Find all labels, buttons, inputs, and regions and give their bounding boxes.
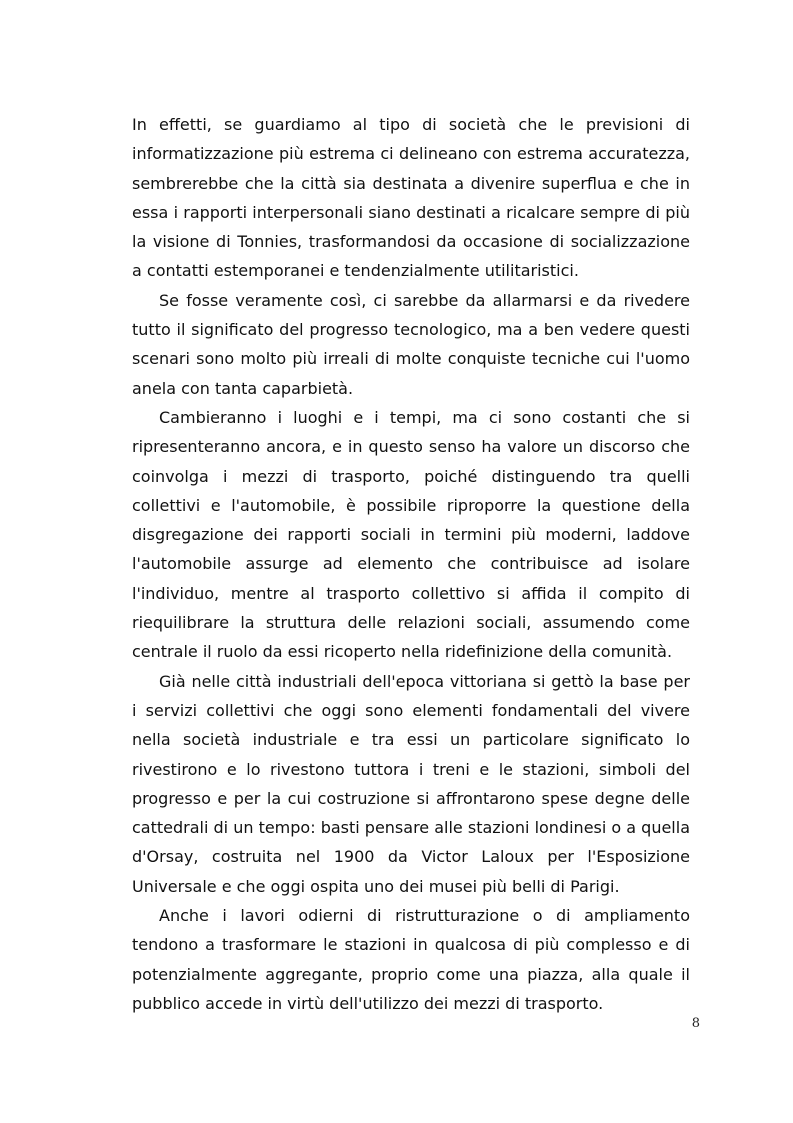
paragraph: Se fosse veramente così, ci sarebbe da allarmarsi e da rivedere tutto il significato del progresso tecnologico, ma a ben vedere questi scenari sono molto più irreali di molte conquiste tecniche cui l'uomo anela con tanta caparbietà. [132,290,690,398]
paragraph: In effetti, se guardiamo al tipo di società che le previsioni di informatizzazione più estrema ci delineano con estrema accuratezza, sembrerebbe che la città sia destinata a divenire superflua e che in essa i rapporti interpersonali siano destinati a ricalcare sempre di più la visione di Tonnies, trasformandosi da occasione di socializzazione a contatti estemporanei e tendenzialmente utilitaristici. [132,115,690,281]
paragraph: Anche i lavori odierni di ristrutturazione o di ampliamento tendono a trasformare le stazioni in qualcosa di più complesso e di potenzialmente aggregante, proprio come una piazza, alla quale il pubblico accede in virtù dell'utilizzo dei mezzi di trasporto. [132,906,690,1013]
paragraph: Già nelle città industriali dell'epoca vittoriana si gettò la base per i servizi collettivi che oggi sono elementi fondamentali del vivere nella società industriale e tra essi un particolare significato lo rivestirono e lo rivestono tuttora i treni e le stazioni, simboli del progresso e per la cui costruzione si affrontarono spese degne delle cattedrali di un tempo: basti pensare alle stazioni londinesi o a quella d'Orsay, costruita nel 1900 da Victor Laloux per l'Esposizione Universale e che oggi ospita uno dei musei più belli di Parigi. [132,671,690,896]
paragraph: Cambieranno i luoghi e i tempi, ma ci sono costanti che si ripresenteranno ancora, e in questo senso ha valore un discorso che coinvolga i mezzi di trasporto, poiché distinguendo tra quelli collettivi e l'automobile, è possibile riproporre la questione della disgregazione dei rapporti sociali in termini più moderni, laddove l'automobile assurge ad elemento che contribuisce ad isolare l'individuo, mentre al trasporto collettivo si affida il compito di riequilibrare la struttura delle relazioni sociali, assumendo come centrale il ruolo da essi ricoperto nella ridefinizione della comunità. [132,407,690,662]
body-text [132,110,690,1018]
page-number: 8 [691,1016,700,1031]
